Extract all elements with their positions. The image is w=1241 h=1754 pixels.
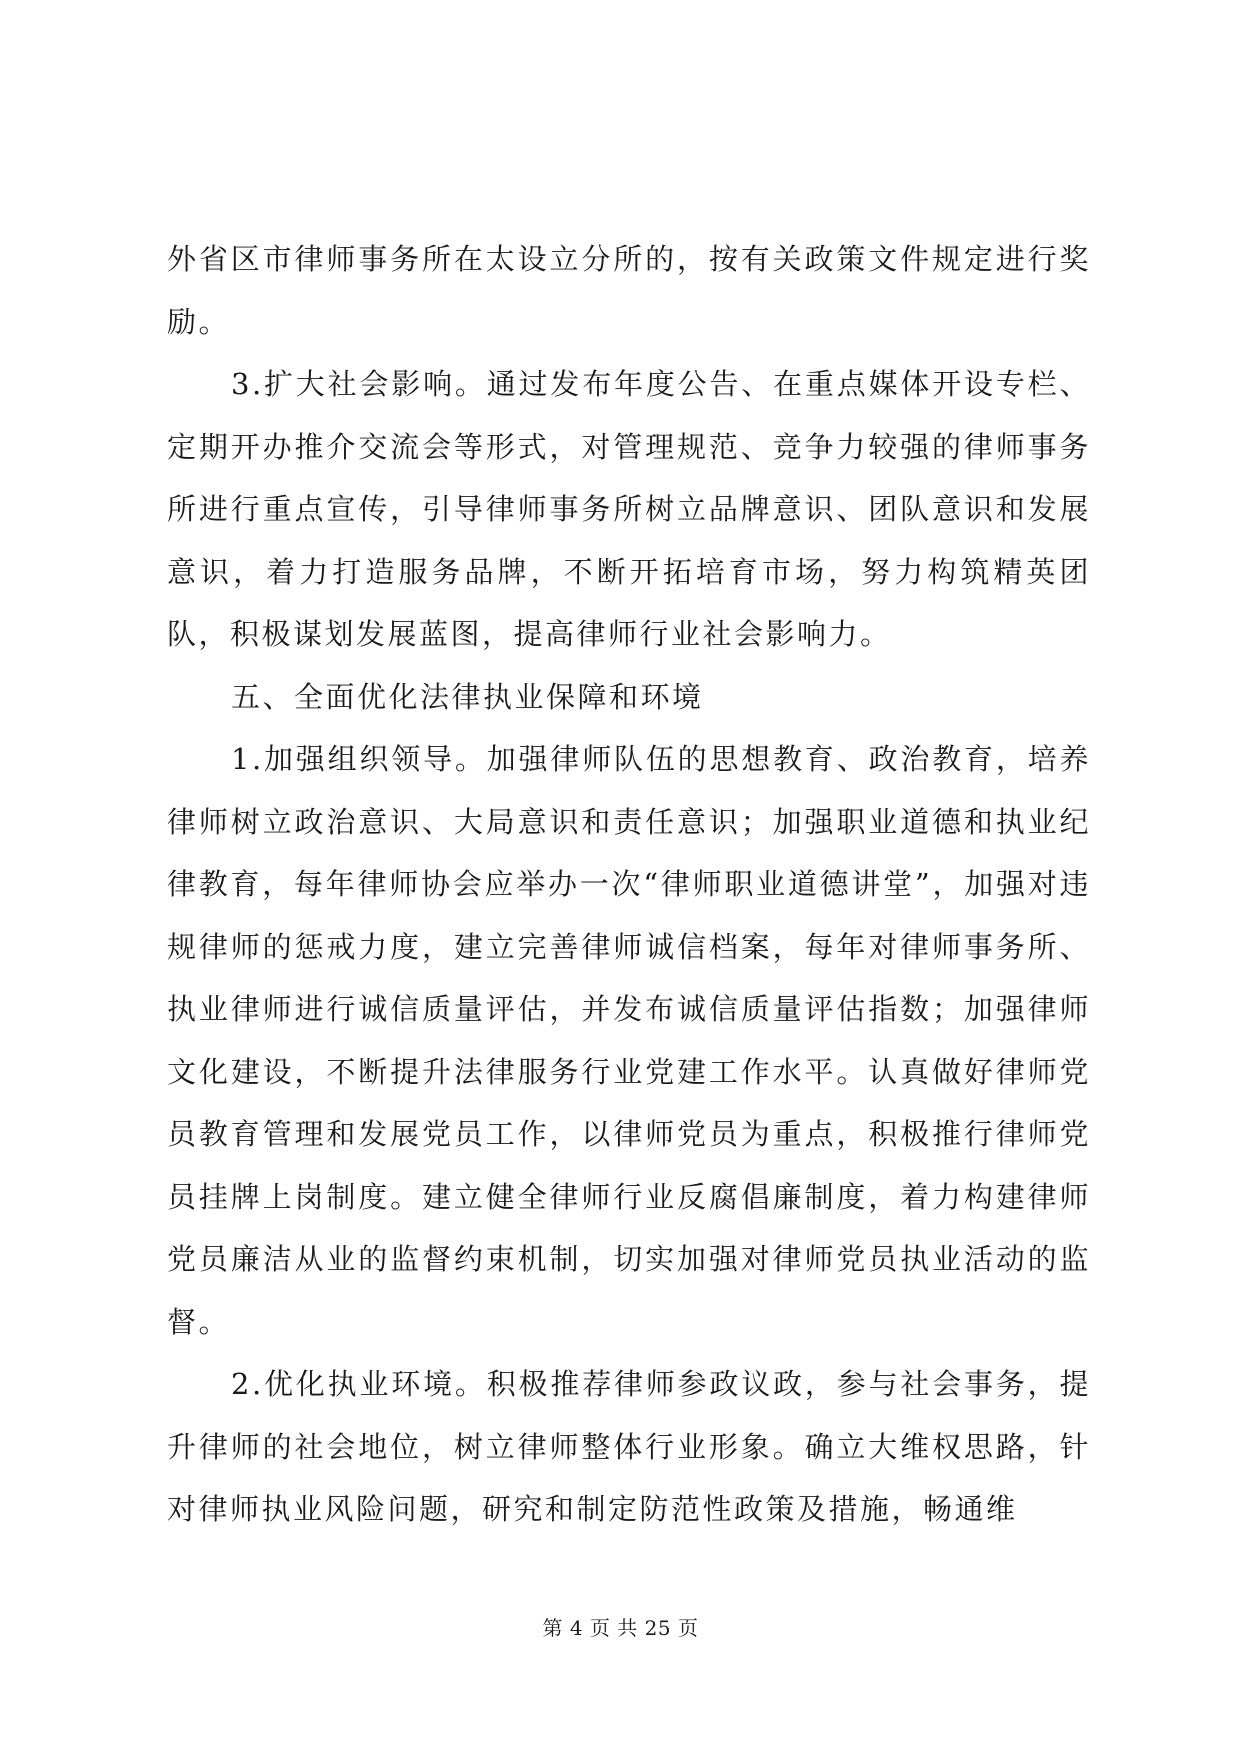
paragraph-organization-leadership: 1.加强组织领导。加强律师队伍的思想教育、政治教育，培养律师树立政治意识、大局意识和责任意识；加强职业道德和执业纪律教育，每年律师协会应举办一次“律师职业道德讲堂”，加强对违规律师的惩戒力度，建立完善律师诚信档案，每年对律师事务所、执业律师进行诚信质量评估，并发布诚信质量评估指数；加强律师文化建设，不断提升法律服务行业党建工作水平。认真做好律师党员教育管理和发展党员工作，以律师党员为重点，积极推行律师党员挂牌上岗制度。建立健全律师行业反腐倡廉制度，着力构建律师党员廉洁从业的监督约束机制，切实加强对律师党员执业活动的监督。 (167, 742, 1091, 1339)
paragraph-practice-environment: 2.优化执业环境。积极推荐律师参政议政，参与社会事务，提升律师的社会地位，树立律师整体行业形象。确立大维权思路，针对律师执业风险问题，研究和制定防范性政策及措施，畅通维 (167, 1367, 1091, 1526)
page-footer: 第 4 页 共 25 页 (542, 1616, 699, 1640)
paragraph-continuation: 外省区市律师事务所在太设立分所的，按有关政策文件规定进行奖励。 (167, 242, 1091, 339)
paragraph-social-influence: 3.扩大社会影响。通过发布年度公告、在重点媒体开设专栏、定期开办推介交流会等形式，对管理规范、竞争力较强的律师事务所进行重点宣传，引导律师事务所树立品牌意识、团队意识和发展意识，着力打造服务品牌，不断开拓培育市场，努力构筑精英团队，积极谋划发展蓝图，提高律师行业社会影响力。 (167, 367, 1091, 651)
document-body (167, 228, 1091, 1541)
section-heading: 五、全面优化法律执业保障和环境 (231, 679, 704, 714)
